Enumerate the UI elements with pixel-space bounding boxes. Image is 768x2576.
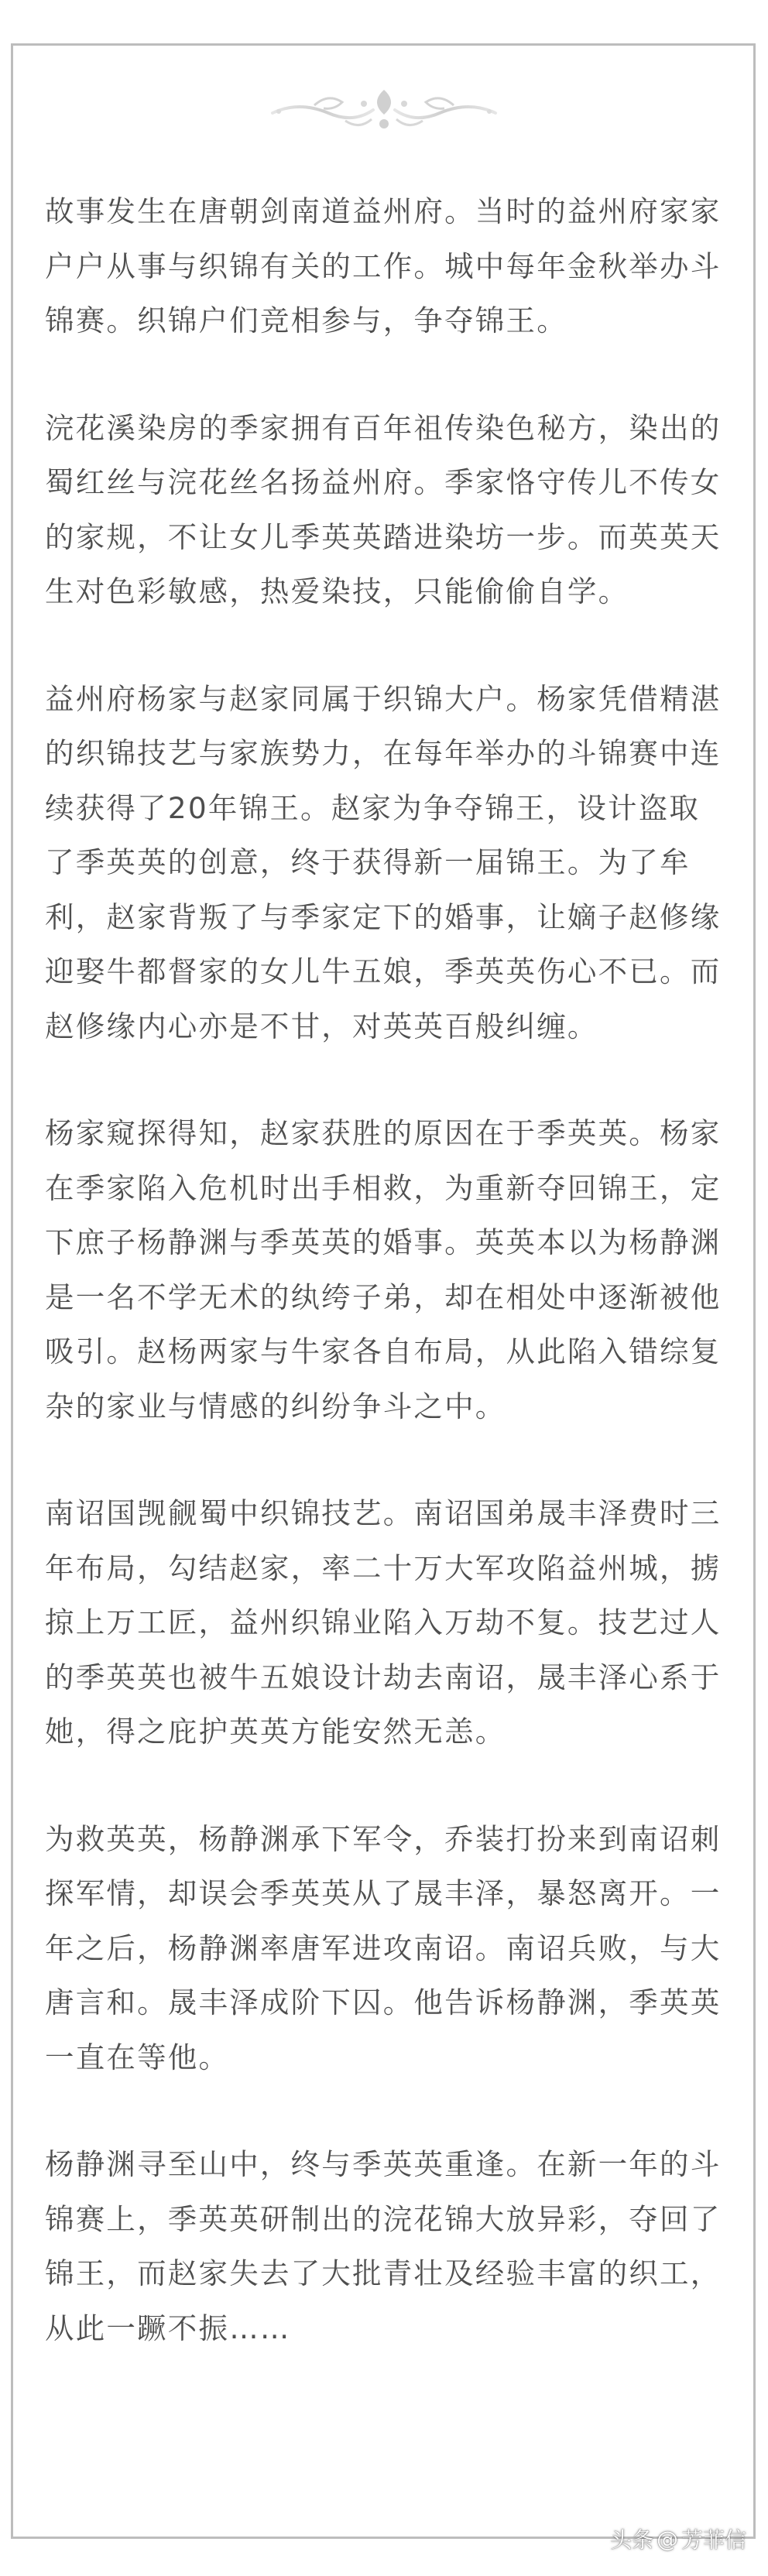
paragraph-5: 南诏国觊觎蜀中织锦技艺。南诏国弟晟丰泽费时三年布局，勾结赵家，率二十万大军攻陷益州城，掳掠上万工匠，益州织锦业陷入万劫不复。技艺过人的季英英也被牛五娘设计劫去南诏，晟丰泽心系于她，得之庇护英英方能安然无恙。 — [45, 1496, 722, 1749]
paragraph-1: 故事发生在唐朝剑南道益州府。当时的益州府家家户户从事与织锦有关的工作。城中每年金秋举办斗锦赛。织锦户们竞相参与，争夺锦王。 — [45, 194, 722, 337]
article-body — [45, 184, 725, 2355]
watermark-separator: @ — [656, 2526, 678, 2552]
ornament-divider-icon — [268, 82, 500, 141]
paragraph-6: 为救英英，杨静渊承下军令，乔装打扮来到南诏刺探军情，却误会季英英从了晟丰泽，暴怒离开。一年之后，杨静渊率唐军进攻南诏。南诏兵败，与大唐言和。晟丰泽成阶下囚。他告诉杨静渊，季英英一直在等他。 — [45, 1821, 722, 2074]
watermark-author: 芳菲信 — [681, 2527, 746, 2553]
paragraph-2: 浣花溪染房的季家拥有百年祖传染色秘方，染出的蜀红丝与浣花丝名扬益州府。季家恪守传儿不传女的家规，不让女儿季英英踏进染坊一步。而英英天生对色彩敏感，热爱染技，只能偷偷自学。 — [45, 410, 722, 608]
watermark — [610, 2516, 746, 2562]
paragraph-4: 杨家窥探得知，赵家获胜的原因在于季英英。杨家在季家陷入危机时出手相救，为重新夺回锦王，定下庶子杨静渊与季英英的婚事。英英本以为杨静渊是一名不学无术的纨绔子弟，却在相处中逐渐被他吸引。赵杨两家与牛家各自布局，从此陷入错综复杂的家业与情感的纠纷争斗之中。 — [45, 1116, 722, 1423]
paragraph-3: 益州府杨家与赵家同属于织锦大户。杨家凭借精湛的织锦技艺与家族势力，在每年举办的斗锦赛中连续获得了20年锦王。赵家为争夺锦王，设计盗取了季英英的创意，终于获得新一届锦王。为了牟利，赵家背叛了与季家定下的婚事，让嫡子赵修缘迎娶牛都督家的女儿牛五娘，季英英伤心不已。而赵修缘内心亦是不甘，对英英百般纠缠。 — [45, 681, 722, 1043]
paragraph-7: 杨静渊寻至山中，终与季英英重逢。在新一年的斗锦赛上，季英英研制出的浣花锦大放异彩，夺回了锦王，而赵家失去了大批青壮及经验丰富的织工，从此一蹶不振…… — [45, 2147, 722, 2345]
watermark-platform: 头条 — [609, 2527, 653, 2553]
